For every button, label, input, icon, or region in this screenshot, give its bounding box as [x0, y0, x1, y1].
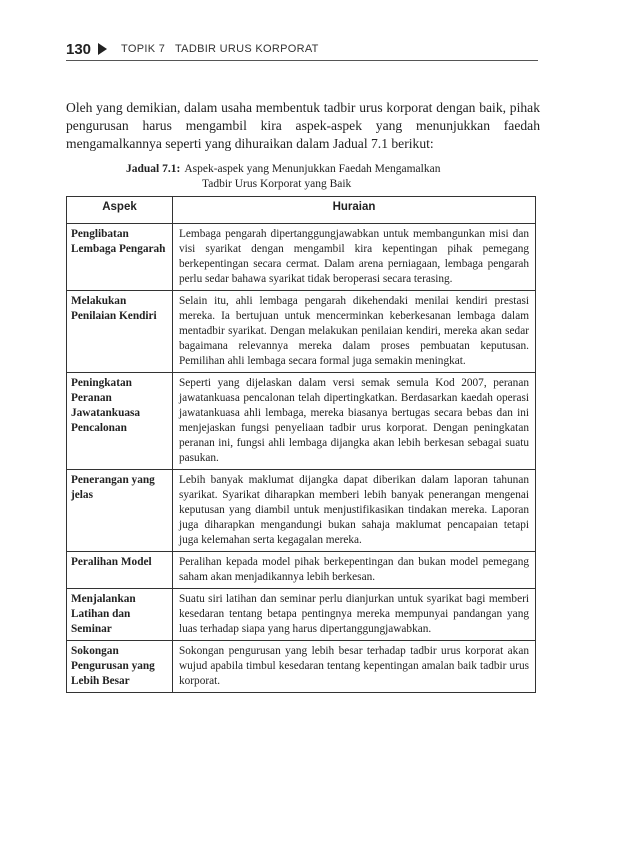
- column-header-huraian: Huraian: [173, 197, 536, 224]
- table-row: [67, 224, 536, 291]
- aspek-cell: Peningkatan Peranan Jawatankuasa Pencalonan: [67, 373, 173, 470]
- aspects-table: [66, 196, 536, 693]
- intro-paragraph: Oleh yang demikian, dalam usaha membentuk tadbir urus korporat dengan baik, pihak pengurusan harus mengambil kira aspek-aspek yang menunjukkan faedah mengamalkannya seperti yang dihuraikan dalam Jadual 7.1 berikut:: [66, 100, 540, 151]
- table-header-row: [67, 197, 536, 224]
- aspek-cell: Menjalankan Latihan dan Seminar: [67, 589, 173, 641]
- table-row: [67, 589, 536, 641]
- table-row: [67, 373, 536, 470]
- table-row: [67, 641, 536, 693]
- table-caption-label: Jadual 7.1:: [126, 163, 181, 175]
- aspek-cell: Penglibatan Lembaga Pengarah: [67, 224, 173, 291]
- aspek-cell: Melakukan Penilaian Kendiri: [67, 291, 173, 373]
- column-header-aspek: Aspek: [67, 197, 173, 224]
- table-caption: [126, 162, 506, 192]
- page-number: 130: [66, 40, 92, 58]
- aspek-cell: Penerangan yang jelas: [67, 470, 173, 552]
- table-row: [67, 291, 536, 373]
- huraian-cell: Lebih banyak maklumat dijangka dapat diberikan dalam laporan tahunan syarikat. Syarikat diharapkan memberi lebih banyak penerangan mengenai keputusan yang diambil untuk menjustifikasikan tindakan mereka. Laporan juga diharapkan mengandungi bukan sahaja maklumat pencapaian tetapi juga kelemahan serta kegagalan mereka.: [173, 470, 536, 552]
- huraian-cell: Suatu siri latihan dan seminar perlu dianjurkan untuk syarikat bagi memberi kesedaran tentang betapa pentingnya mereka mempunyai pandangan yang luas terhadap siapa yang harus dipertanggungjawabkan.: [173, 589, 536, 641]
- aspek-cell: Sokongan Pengurusan yang Lebih Besar: [67, 641, 173, 693]
- huraian-cell: Peralihan kepada model pihak berkepentingan dan bukan model pemegang saham akan menjadikannya lebih berkesan.: [173, 552, 536, 589]
- table-caption-title-line1: Aspek-aspek yang Menunjukkan Faedah Mengamalkan: [184, 163, 441, 175]
- aspek-cell: Peralihan Model: [67, 552, 173, 589]
- huraian-cell: Selain itu, ahli lembaga pengarah dikehendaki menilai kendiri prestasi mereka. Ia bertujuan untuk mencerminkan keberkesanan lembaga dalam mentadbir syarikat. Dengan melakukan penilaian kendiri, mereka akan sedar bagaimana relevannya mereka dalam proses pembuatan keputusan. Pemilihan ahli lembaga secara formal juga semakin meningkat.: [173, 291, 536, 373]
- triangle-right-icon: [98, 43, 107, 55]
- topic-title: TOPIK 7 TADBIR URUS KORPORAT: [121, 43, 319, 55]
- huraian-cell: Lembaga pengarah dipertanggungjawabkan untuk membangunkan misi dan visi syarikat dengan mengambil kira kepentingan pihak pemegang berkepentingan secara cermat. Dalam arena perniagaan, lembaga pengarah perlu sedar bahawa syarikat tidak beroperasi secara terasing.: [173, 224, 536, 291]
- huraian-cell: Seperti yang dijelaskan dalam versi semak semula Kod 2007, peranan jawatankuasa pencalonan telah dipertingkatkan. Berdasarkan kaedah operasi jawatankuasa ahli lembaga, mereka biasanya bertugas secara bebas dan ini menjejaskan fungsi penyeliaan tadbir urus korporat. Dengan peningkatan peranan ini, fungsi ahli lembaga dijangka akan lebih berkesan sebagai suatu pasukan.: [173, 373, 536, 470]
- table-row: [67, 552, 536, 589]
- huraian-cell: Sokongan pengurusan yang lebih besar terhadap tadbir urus korporat akan wujud apabila timbul kesedaran tentang kepentingan amalan baik tadbir urus korporat.: [173, 641, 536, 693]
- table-row: [67, 470, 536, 552]
- table-caption-title-line2: Tadbir Urus Korporat yang Baik: [202, 178, 352, 190]
- running-header: [66, 38, 538, 61]
